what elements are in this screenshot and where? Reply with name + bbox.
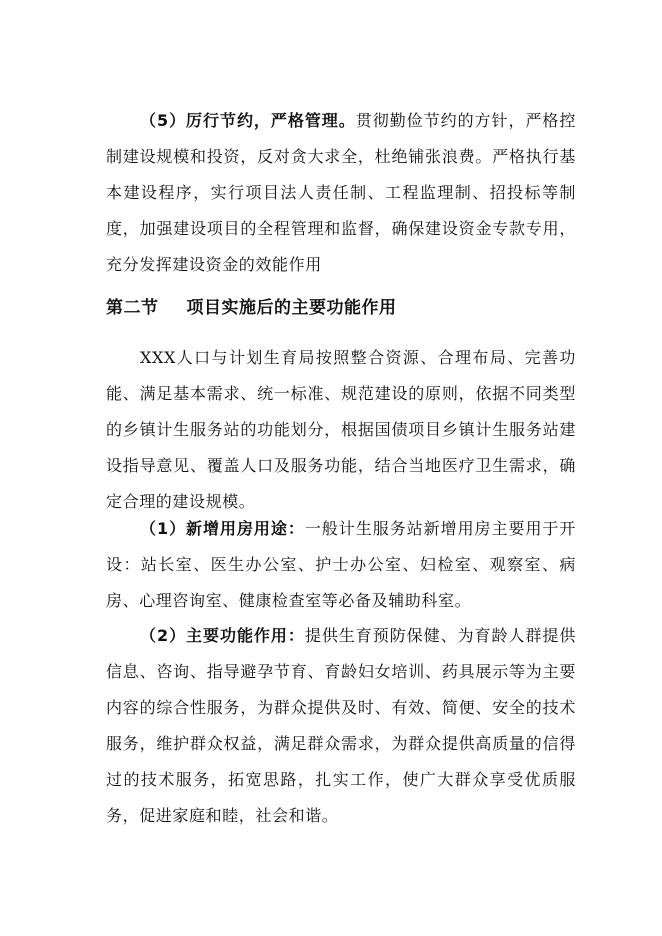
paragraph-body-intro: XXX人口与计划生育局按照整合资源、合理布局、完善功能、满足基本需求、统一标准、规范建设的原则，依据不同类型的乡镇计生服务站的功能划分，根据国债项目乡镇计生服务站建设指导意见、覆盖人口及服务功能，结合当地医疗卫生需求，确定合理的建设规模。	[106, 348, 576, 511]
section-title: 项目实施后的主要功能作用	[186, 298, 397, 318]
section-number: 第二节	[106, 298, 159, 318]
paragraph-lead-new-rooms: （1）新增用房用途：	[140, 519, 305, 538]
paragraph-body-new-rooms: 一般计生服务站新增用房主要用于开设：站长室、医生办公室、护士办公室、妇检室、观察室、病房、心理咨询室、健康检查室等必备及辅助科室。	[106, 519, 576, 610]
paragraph-main-functions	[106, 618, 576, 834]
paragraph-lead-frugal: （5）厉行节约，严格管理。	[140, 111, 356, 130]
paragraph-body-functions: 提供生育预防保健、为育龄人群提供信息、咨询、指导避孕节育、育龄妇女培训、药具展示等为主要内容的综合性服务，为群众提供及时、有效、简便、安全的技术服务，维护群众权益，满足群众需求，为群众提供高质量的信得过的技术服务，拓宽思路，扎实工作，使广大群众享受优质服务，促进家庭和睦，社会和谐。	[106, 626, 576, 825]
paragraph-body-frugal: 贯彻勤俭节约的方针，严格控制建设规模和投资，反对贪大求全，杜绝铺张浪费。严格执行基本建设程序，实行项目法人责任制、工程监理制、招投标等制度，加强建设项目的全程管理和监督，确保建设资金专款专用，充分发挥建设资金的效能作用	[106, 111, 576, 274]
paragraph-lead-functions: （2）主要功能作用：	[140, 626, 305, 645]
paragraph-intro	[106, 340, 576, 520]
paragraph-frugal-management	[106, 103, 576, 283]
paragraph-new-rooms	[106, 511, 576, 619]
section-heading	[106, 296, 397, 320]
